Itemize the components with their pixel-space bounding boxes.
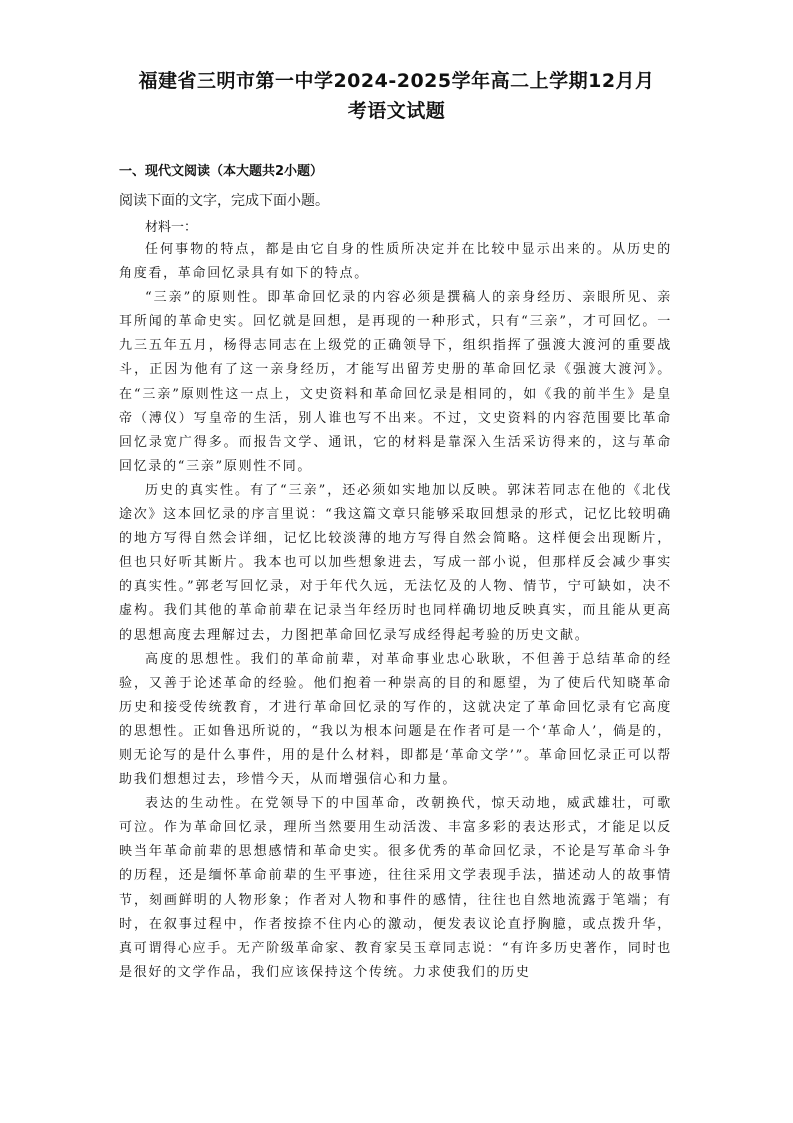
section-heading: 一、现代文阅读（本大题共2小题） bbox=[119, 164, 324, 179]
title-line-1: 福建省三明市第一中学2024-2025学年高二上学期12月月 bbox=[138, 70, 655, 92]
document-title bbox=[100, 66, 693, 126]
passage-paragraph: “三亲”的原则性。即革命回忆录的内容必须是撰稿人的亲身经历、亲眼所见、亲耳所闻的革命史实。回忆就是回想，是再现的一种形式，只有“三亲”，才可回忆。一九三五年五月，杨得志同志在上级党的正确领导下，组织指挥了强渡大渡河的重要战斗，正因为他有了这一亲身经历，才能写出留芳史册的革命回忆录《强渡大渡河》。在“三亲”原则性这一点上，文史资料和革命回忆录是相同的，如《我的前半生》是皇帝（溥仪）写皇帝的生活，别人谁也写不出来。不过，文史资料的内容范围要比革命回忆录宽广得多。而报告文学、通讯，它的材料是靠深入生活采访得来的，这与革命回忆录的“三亲”原则性不同。 bbox=[119, 290, 672, 474]
passage-paragraph: 表达的生动性。在党领导下的中国革命，改朝换代，惊天动地，威武雄壮，可歌可泣。作为革命回忆录，理所当然要用生动活泼、丰富多彩的表达形式，才能足以反映当年革命前辈的思想感情和革命史实。很多优秀的革命回忆录，不论是写革命斗争的历程，还是缅怀革命前辈的生平事迹，往往采用文学表现手法，描述动人的故事情节，刻画鲜明的人物形象；作者对人物和事件的感情，往往也自然地流露于笔端；有时，在叙事过程中，作者按捺不住内心的激动，便发表议论直抒胸臆，或点拨升华，真可谓得心应手。无产阶级革命家、教育家吴玉章同志说：“有许多历史著作，同时也是很好的文学作品，我们应该保持这个传统。力求使我们的历史 bbox=[119, 796, 672, 980]
passage-body bbox=[119, 238, 672, 985]
passage-paragraph: 高度的思想性。我们的革命前辈，对革命事业忠心耿耿，不但善于总结革命的经验，又善于论述革命的经验。他们抱着一种崇高的目的和愿望，为了使后代知晓革命历史和接受传统教育，才进行革命回忆录的写作的，这就决定了革命回忆录有它高度的思想性。正如鲁迅所说的，“我以为根本问题是在作者可是一个‘革命人’，倘是的，则无论写的是什么事件，用的是什么材料，即都是‘革命文学’”。革命回忆录正可以帮助我们想想过去，珍惜今天，从而增强信心和力量。 bbox=[119, 651, 672, 788]
material-label: 材料一： bbox=[145, 220, 198, 235]
title-line-2: 考语文试题 bbox=[347, 100, 446, 122]
reading-instruction: 阅读下面的文字，完成下面小题。 bbox=[119, 193, 329, 209]
passage-paragraph: 历史的真实性。有了“三亲”，还必须如实地加以反映。郭沫若同志在他的《北伐途次》这本回忆录的序言里说：“我这篇文章只能够采取回想录的形式，记忆比较明确的地方写得自然会详细，记忆比较淡薄的地方写得自然会简略。这样便会出现断片，但也只好听其断片。我本也可以加些想象进去，写成一部小说，但那样反会减少事实的真实性。”郭老写回忆录，对于年代久远，无法忆及的人物、情节，宁可缺如，决不虚构。我们其他的革命前辈在记录当年经历时也同样确切地反映真实，而且能从更高的思想高度去理解过去，力图把革命回忆录写成经得起考验的历史文献。 bbox=[119, 482, 672, 643]
passage-paragraph: 任何事物的特点，都是由它自身的性质所决定并在比较中显示出来的。从历史的角度看，革命回忆录具有如下的特点。 bbox=[119, 242, 672, 282]
